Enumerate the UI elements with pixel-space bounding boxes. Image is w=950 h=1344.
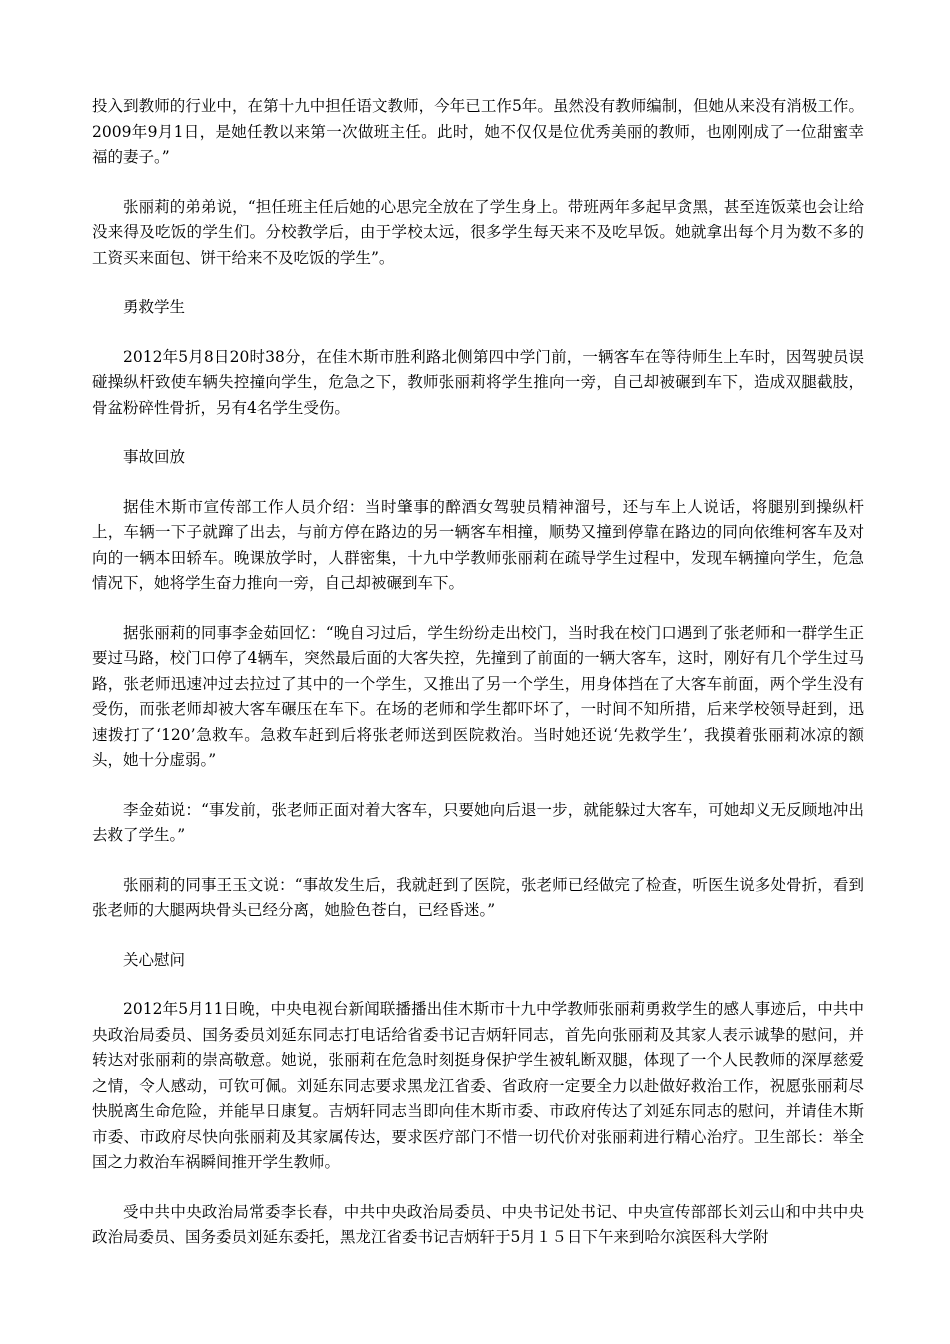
paragraph-intro-continued: 投入到教师的行业中，在第十九中担任语文教师，今年已工作5年。虽然没有教师编制，但她从来没有消极工作。2009年9月1日，是她任教以来第一次做班主任。此时，她不仅仅是位优秀美丽的教师，也刚刚成了一位甜蜜幸福的妻子。” <box>92 97 864 166</box>
paragraph-colleague-recall: 据张丽莉的同事李金茹回忆：“晚自习过后，学生纷纷走出校门，当时我在校门口遇到了张老师和一群学生正要过马路，校门口停了4辆车，突然最后面的大客失控，先撞到了前面的一辆大客车，这时，刚好有几个学生过马路，张老师迅速冲过去拉过了其中的一个学生，又推出了另一个学生，用身体挡在了大客车前面，两个学生没有受伤，而张老师却被大客车碾压在车下。在场的老师和学生都吓坏了，一时间不知所措，后来学校领导赶到，迅速拨打了‘120’急救车。急救车赶到后将张老师送到医院救治。当时她还说‘先救学生’，我摸着张丽莉冰凉的额头，她十分虚弱。” <box>92 623 864 769</box>
paragraph-hospital-account: 张丽莉的同事王玉文说：“事故发生后，我就赶到了医院，张老师已经做完了检查，听医生说多处骨折，看到张老师的大腿两块骨头已经分离，她脸色苍白，已经昏迷。” <box>92 875 864 919</box>
section-heading-rescue: 勇救学生 <box>123 298 186 316</box>
paragraph-brother-quote: 张丽莉的弟弟说，“担任班主任后她的心思完全放在了学生身上。带班两年多起早贪黑，甚至连饭菜也会让给没来得及吃饭的学生们。分校教学后，由于学校太远，很多学生每天来不及吃早饭。她就拿出每个月为数不多的工资买来面包、饼干给来不及吃饭的学生”。 <box>92 197 864 267</box>
section-heading-condolence: 关心慰问 <box>123 950 186 969</box>
paragraph-propaganda-account: 据佳木斯市宣传部工作人员介绍：当时肇事的醉酒女驾驶员精神溜号，还与车上人说话，将腿别到操纵杆上，车辆一下子就蹿了出去，与前方停在路边的另一辆客车相撞，顺势又撞到停靠在路边的同向依维柯客车及对向的一辆本田轿车。晚课放学时，人群密集，十九中学教师张丽莉在疏导学生过程中，发现车辆撞向学生，危急情况下，她将学生奋力推向一旁，自己却被碾到车下。 <box>92 497 864 592</box>
paragraph-rescue-event: 2012年5月8日20时38分，在佳木斯市胜利路北侧第四中学门前，一辆客车在等待师生上车时，因驾驶员误碰操纵杆致使车辆失控撞向学生，危急之下，教师张丽莉将学生推向一旁，自己却被碾到车下，造成双腿截肢，骨盆粉碎性骨折，另有4名学生受伤。 <box>92 347 864 417</box>
paragraph-visit-hospital: 受中共中央政治局常委李长春，中共中央政治局委员、中央书记处书记、中央宣传部部长刘云山和中共中央政治局委员、国务委员刘延东委托，黑龙江省委书记吉炳轩于5月１５日下午来到哈尔滨医科大学附 <box>92 1202 864 1246</box>
document-page <box>92 94 864 1251</box>
paragraph-condolence-call: 2012年5月11日晚，中央电视台新闻联播播出佳木斯市十九中学教师张丽莉勇救学生的感人事迹后，中共中央政治局委员、国务委员刘延东同志打电话给省委书记吉炳轩同志，首先向张丽莉及其家人表示诚挚的慰问，并转达对张丽莉的崇高敬意。她说，张丽莉在危急时刻挺身保护学生被轧断双腿，体现了一个人民教师的深厚慈爱之情，令人感动，可钦可佩。刘延东同志要求黑龙江省委、省政府一定要全力以赴做好救治工作，祝愿张丽莉尽快脱离生命危险，并能早日康复。吉炳轩同志当即向佳木斯市委、市政府传达了刘延东同志的慰问，并请佳木斯市委、市政府尽快向张丽莉及其家属传达，要求医疗部门不惜一切代价对张丽莉进行精心治疗。卫生部长：举全国之力救治车祸瞬间推开学生教师。 <box>92 1000 864 1171</box>
paragraph-colleague-comment: 李金茹说：“事发前，张老师正面对着大客车，只要她向后退一步，就能躲过大客车，可她却义无反顾地冲出去救了学生。” <box>92 800 864 844</box>
section-heading-replay: 事故回放 <box>123 448 186 466</box>
